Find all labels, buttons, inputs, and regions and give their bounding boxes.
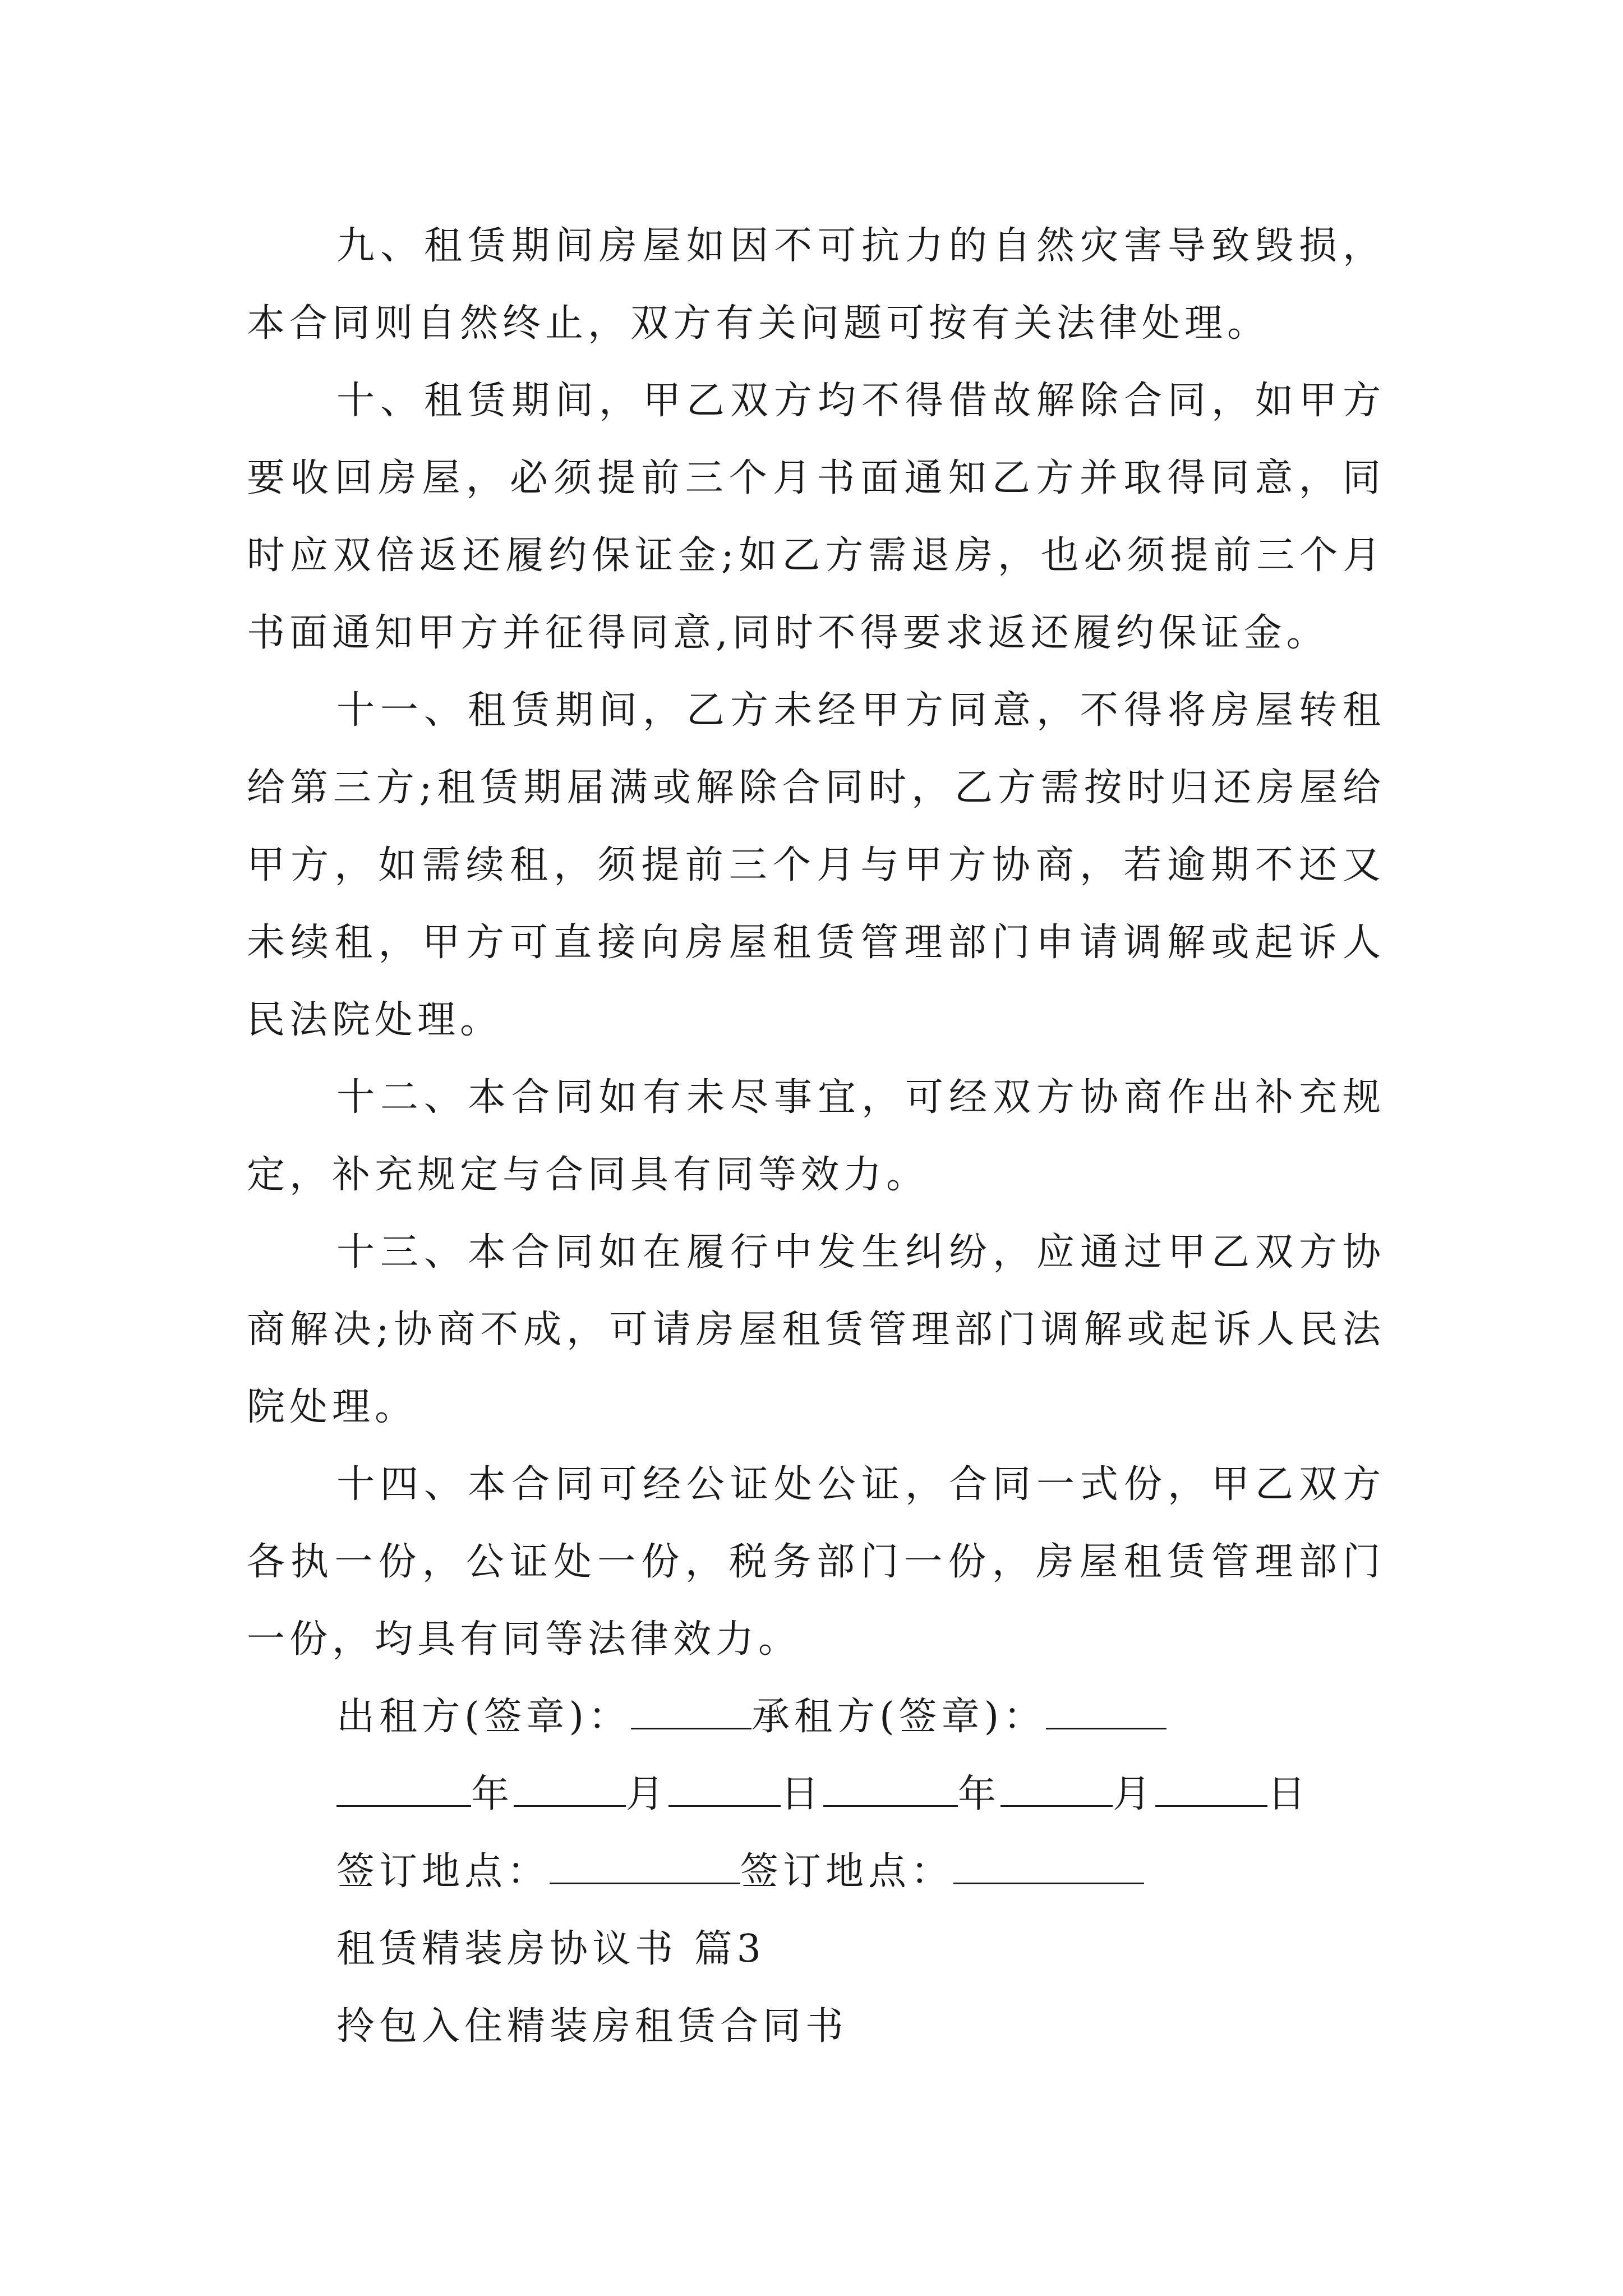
lessor-day-label: 日 — [781, 1772, 824, 1816]
clause-13: 十三、本合同如在履行中发生纠纷，应通过甲乙双方协商解决;协商不成，可请房屋租赁管理部门调解或起诉人民法院处理。 — [247, 1230, 1385, 1429]
lessor-year-label: 年 — [471, 1772, 514, 1816]
contract-subtitle: 拎包入住精装房租赁合同书 — [336, 2004, 849, 2049]
clause-14: 十四、本合同可经公证处公证，合同一式份，甲乙双方各执一份，公证处一份，税务部门一份，房屋租赁管理部门一份，均具有同等法律效力。 — [247, 1462, 1385, 1662]
lessor-signature-blank — [631, 1694, 751, 1729]
clause-10: 十、租赁期间，甲乙双方均不得借故解除合同，如甲方要收回房屋，必须提前三个月书面通知乙方并取得同意，同时应双倍返还履约保证金;如乙方需退房，也必须提前三个月书面通知甲方并征得同意,同时不得要求返还履约保证金。 — [247, 379, 1385, 655]
clause-9: 九、租赁期间房屋如因不可抗力的自然灾害导致毁损，本合同则自然终止，双方有关问题可按有关法律处理。 — [247, 224, 1385, 346]
date-line — [247, 1756, 1385, 1833]
lessor-year-blank — [336, 1772, 471, 1807]
clause-12: 十二、本合同如有未尽事宜，可经双方协商作出补充规定，补充规定与合同具有同等效力。 — [247, 1075, 1385, 1197]
lessor-month-label: 月 — [626, 1772, 669, 1816]
lessor-day-blank — [668, 1772, 781, 1807]
lessor-signature-label: 出租方(签章)： — [336, 1695, 631, 1739]
lessor-place-blank — [550, 1849, 740, 1884]
lessee-signature-label: 承租方(签章)： — [751, 1695, 1046, 1739]
place-line — [247, 1833, 1385, 1911]
clause-11: 十一、租赁期间，乙方未经甲方同意，不得将房屋转租给第三方;租赁期届满或解除合同时，乙方需按时归还房屋给甲方，如需续租，须提前三个月与甲方协商，若逾期不还又未续租，甲方可直接向房屋租赁管理部门申请调解或起诉人民法院处理。 — [247, 688, 1385, 1042]
lessee-day-blank — [1155, 1772, 1267, 1807]
lessor-place-label: 签订地点： — [336, 1849, 550, 1894]
lessee-month-label: 月 — [1113, 1772, 1156, 1816]
lessor-month-blank — [514, 1772, 626, 1807]
signature-line — [247, 1678, 1385, 1756]
lessee-place-label: 签订地点： — [740, 1849, 954, 1894]
lessee-signature-blank — [1046, 1694, 1166, 1729]
lessee-place-blank — [953, 1849, 1144, 1884]
lessee-year-label: 年 — [958, 1772, 1001, 1816]
section-title: 租赁精装房协议书 篇3 — [336, 1927, 766, 1971]
document-body — [247, 208, 1385, 2065]
lessee-day-label: 日 — [1267, 1772, 1311, 1816]
lessee-month-blank — [1000, 1772, 1113, 1807]
lessee-year-blank — [823, 1772, 958, 1807]
